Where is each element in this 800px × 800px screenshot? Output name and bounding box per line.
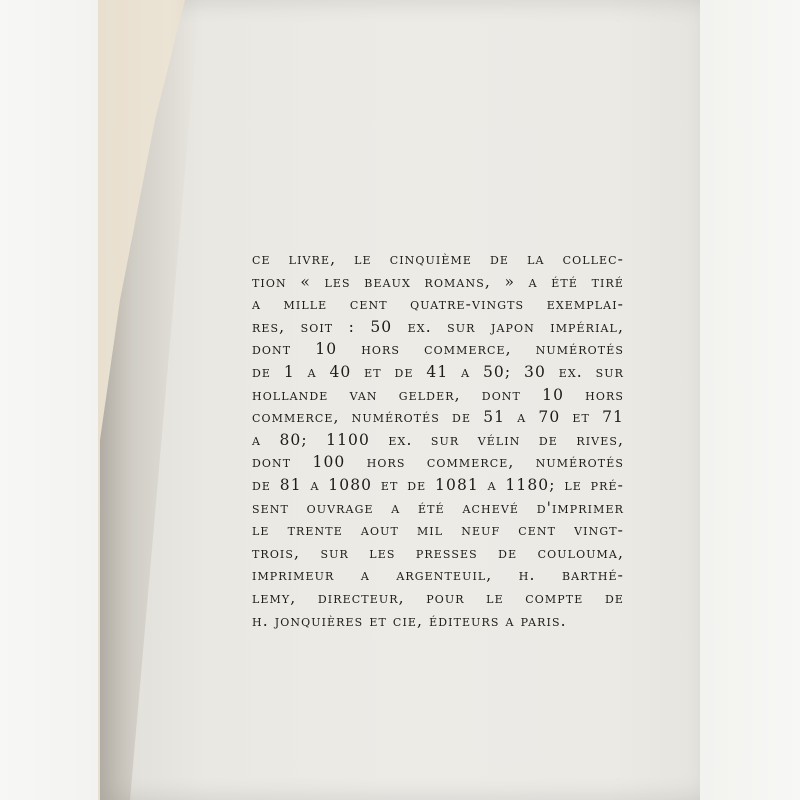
colophon-line: h. jonquières et cie, éditeurs a paris.: [252, 611, 567, 630]
colophon-line: dont 10 hors commerce, numérotés: [252, 340, 624, 359]
colophon-line: de 81 a 1080 et de 1081 a 1180; le pré-: [252, 475, 624, 494]
colophon-line: hollande van gelder, dont 10 hors: [252, 385, 624, 404]
colophon-text: [252, 248, 624, 632]
colophon-line: commerce, numérotés de 51 a 70 et 71: [252, 408, 624, 427]
colophon-line: de 1 a 40 et de 41 a 50; 30 ex. sur: [252, 362, 624, 381]
colophon-line: trois, sur les presses de coulouma,: [252, 543, 624, 562]
colophon-line: ce livre, le cinquième de la collec-: [252, 250, 624, 268]
colophon-line: a 80; 1100 ex. sur vélin de rives,: [252, 430, 624, 449]
background-right: [700, 0, 800, 800]
background-left: [0, 0, 105, 800]
colophon-line: res, soit : 50 ex. sur japon impérial,: [252, 317, 624, 336]
colophon-line: le trente aout mil neuf cent vingt-: [252, 521, 624, 540]
colophon-line: imprimeur a argenteuil, h. barthé-: [252, 566, 624, 585]
colophon-line: dont 100 hors commerce, numérotés: [252, 453, 624, 472]
colophon-line: tion « les beaux romans, » a été tiré: [252, 272, 624, 291]
colophon-line: a mille cent quatre-vingts exemplai-: [252, 295, 624, 314]
colophon-line: lemy, directeur, pour le compte de: [252, 588, 624, 607]
colophon-line: sent ouvrage a été achevé d'imprimer: [252, 498, 624, 517]
